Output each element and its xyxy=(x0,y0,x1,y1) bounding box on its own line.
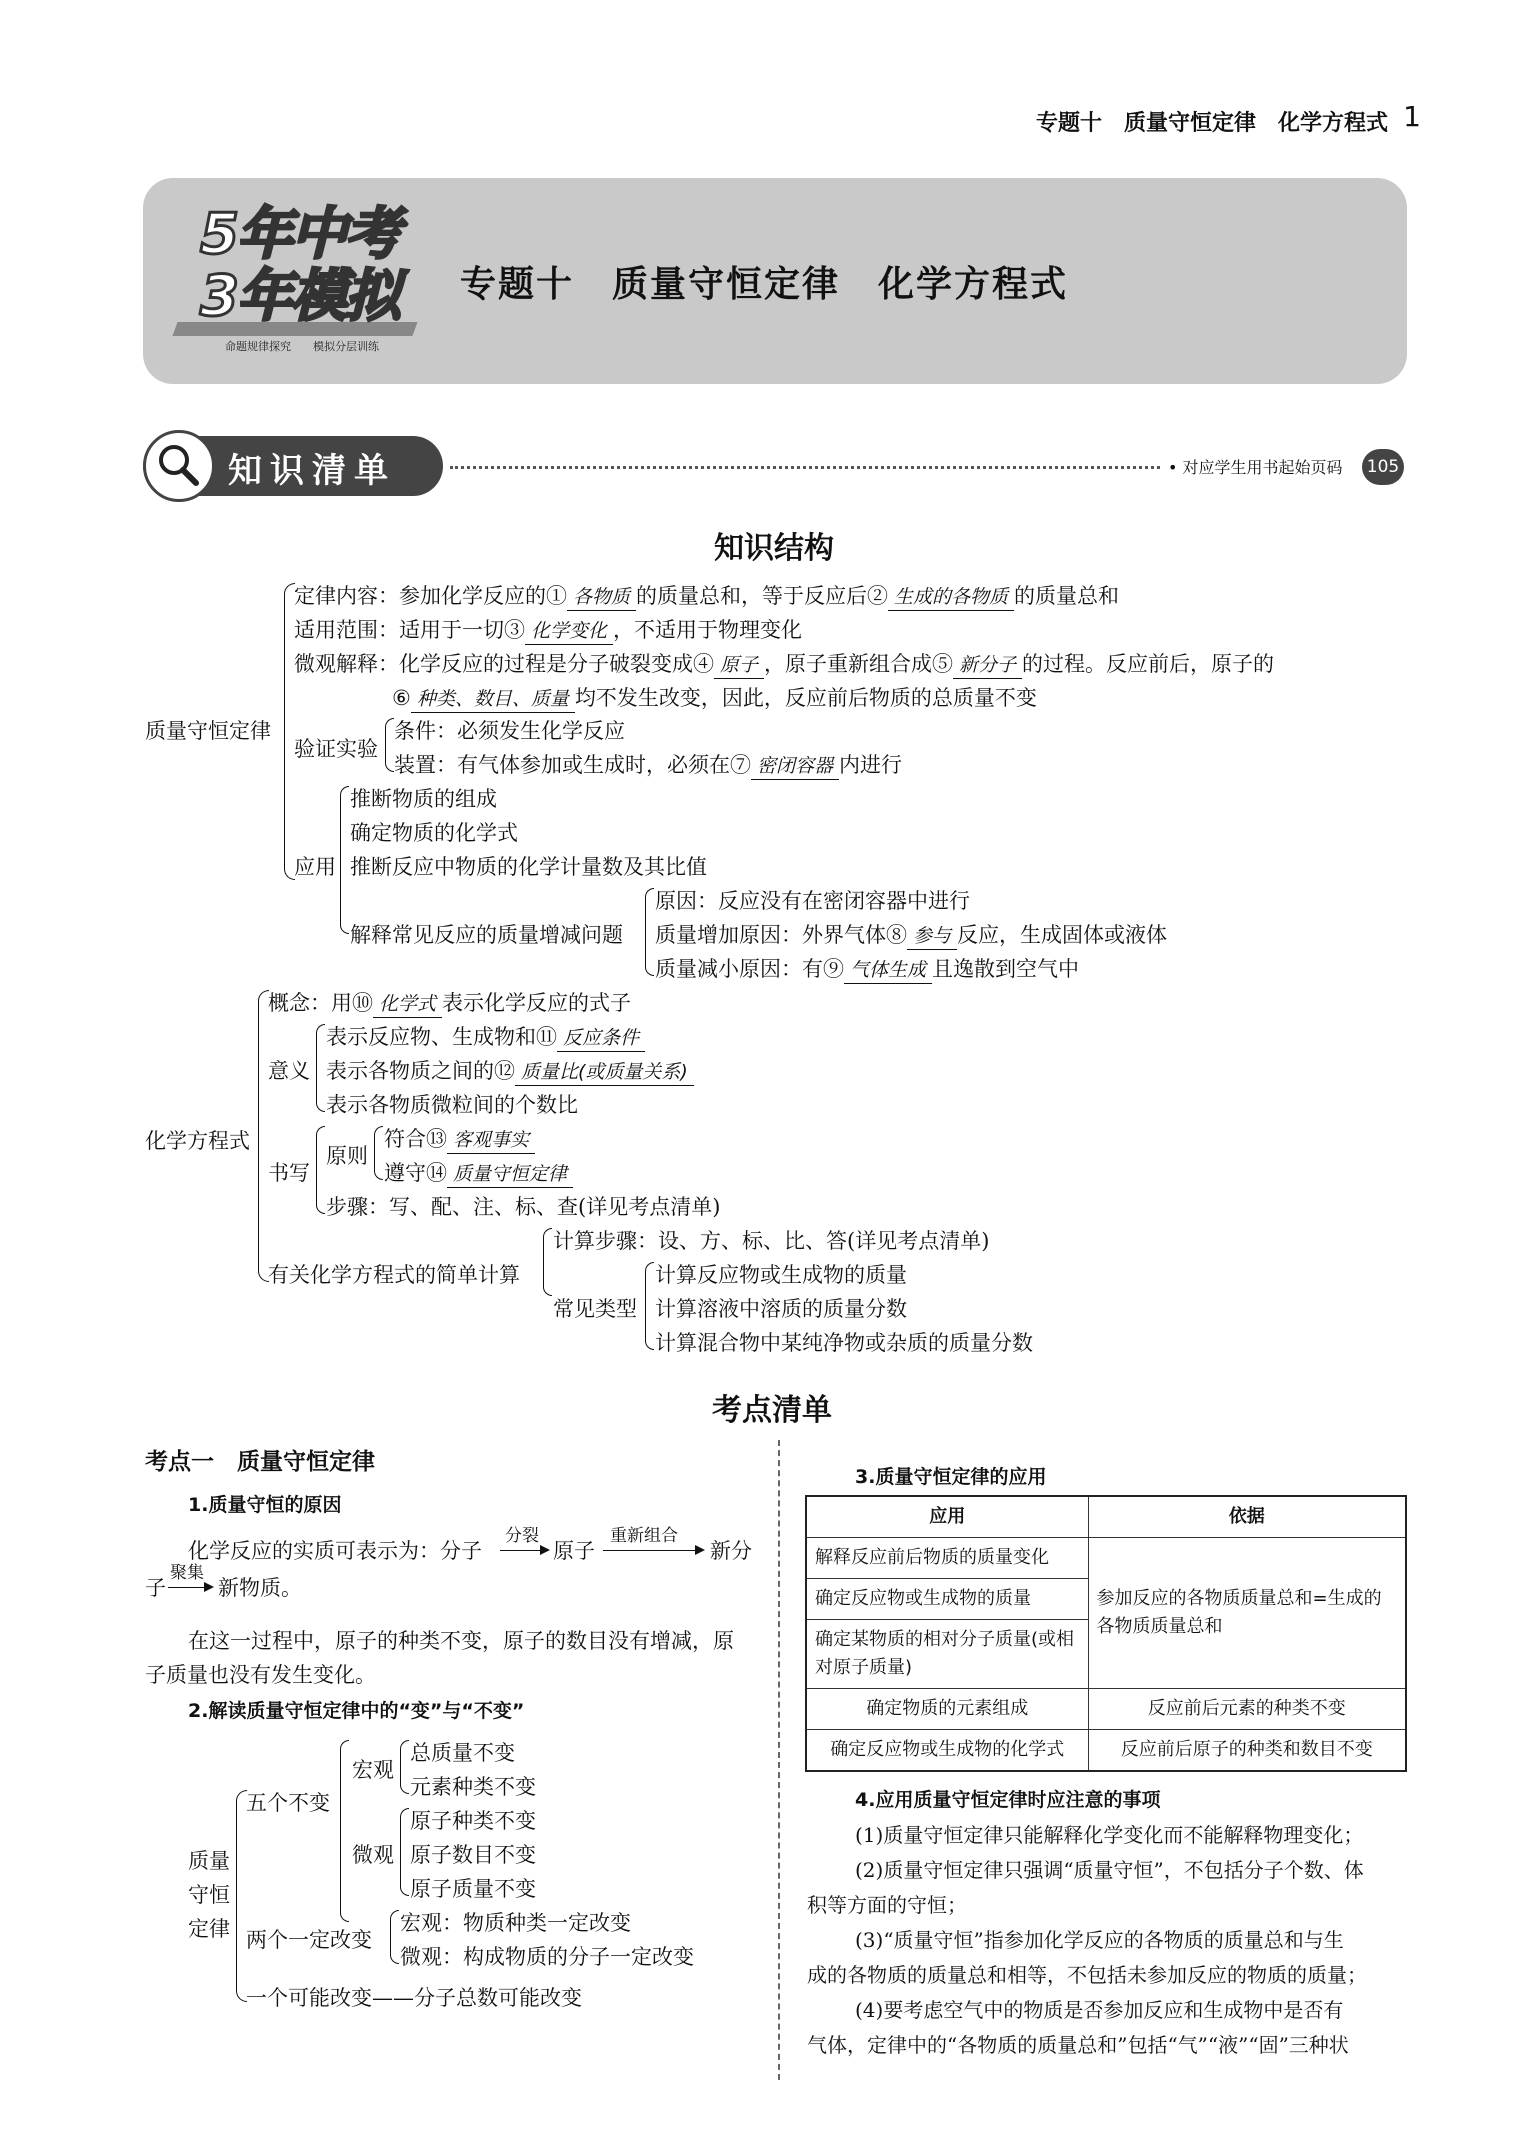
table-cell-apply-3: 确定某物质的相对分子质量(或相对原子质量) xyxy=(806,1620,1088,1689)
magnifier-icon xyxy=(143,430,215,502)
brace-equation xyxy=(258,990,269,1282)
principle-1: 符合⑬ 客观事实 xyxy=(384,1126,535,1154)
brace-two xyxy=(390,1910,399,1964)
macro-1: 总质量不变 xyxy=(410,1741,515,1765)
apply-4: 解释常见反应的质量增减问题 xyxy=(350,923,623,947)
brace-five xyxy=(340,1740,349,1922)
brace-common xyxy=(645,1262,654,1350)
meaning-2: 表示各物质之间的⑫ 质量比(或质量关系) xyxy=(326,1058,694,1086)
table-cell-apply-4: 确定物质的元素组成 xyxy=(806,1689,1088,1730)
equation-concept: 概念：用⑩ 化学式 表示化学反应的式子 xyxy=(268,990,631,1018)
chapter-title: 专题十 质量守恒定律 化学方程式 xyxy=(460,264,1069,305)
application-table xyxy=(805,1495,1407,1772)
table-cell-basis-1: 参加反应的各物质质量总和=生成的各物质质量总和 xyxy=(1088,1538,1406,1689)
subsection-1: 1.质量守恒的原因 xyxy=(188,1494,342,1516)
note-4-line2: 气体，定律中的“各物质的质量总和”包括“气”“液”“固”三种状 xyxy=(807,2033,1349,2057)
brace-meaning xyxy=(316,1024,325,1112)
apply-label: 应用 xyxy=(294,855,336,879)
exam-points-heading: 考点清单 xyxy=(712,1393,832,1428)
answer-6: 种类、数目、质量 xyxy=(411,686,575,713)
answer-8: 参与 xyxy=(907,923,957,950)
table-cell-apply-5: 确定反应物或生成物的化学式 xyxy=(806,1730,1088,1772)
law-scope: 适用范围：适用于一切③ 化学变化 ，不适用于物理变化 xyxy=(294,617,802,645)
column-separator xyxy=(778,1440,780,2080)
logo-line2: 3年模拟 xyxy=(200,264,399,329)
subsection-3: 3.质量守恒定律的应用 xyxy=(855,1466,1047,1488)
brace-change xyxy=(236,1790,247,2002)
macro-label: 宏观 xyxy=(352,1758,394,1782)
arrow3-label: 聚集 xyxy=(170,1563,204,1583)
write-label: 书写 xyxy=(268,1161,310,1185)
note-2-line2: 积等方面的守恒； xyxy=(807,1893,967,1917)
two-changed: 两个一定改变 xyxy=(246,1928,372,1952)
subsection-4: 4.应用质量守恒定律时应注意的事项 xyxy=(855,1789,1161,1811)
common-3: 计算混合物中某纯净物或杂质的质量分数 xyxy=(655,1331,1033,1355)
macro-2: 元素种类不变 xyxy=(410,1775,536,1799)
law-micro: 微观解释：化学反应的过程是分子破裂变成④ 原子 ，原子重新组合成⑤ 新分子 的过程。反应前后，原子的 xyxy=(294,651,1274,679)
book-logo xyxy=(145,190,425,370)
micro-label: 微观 xyxy=(352,1843,394,1867)
reference-text: • 对应学生用书起始页码 xyxy=(1168,458,1343,477)
brace-apply xyxy=(340,786,349,934)
verify-device: 装置：有气体参加或生成时，必须在⑦ 密闭容器 内进行 xyxy=(394,752,902,780)
tree-root-line1: 质量 xyxy=(188,1849,230,1873)
answer-5: 新分子 xyxy=(953,652,1022,679)
answer-13: 客观事实 xyxy=(447,1127,535,1154)
common-types-label: 常见类型 xyxy=(553,1297,637,1321)
verify-label: 验证实验 xyxy=(294,737,378,761)
reason-1: 原因：反应没有在密闭容器中进行 xyxy=(655,889,970,913)
subsection-2: 2.解读质量守恒定律中的“变”与“不变” xyxy=(188,1700,525,1722)
apply-2: 确定物质的化学式 xyxy=(350,821,518,845)
micro-2: 原子数目不变 xyxy=(410,1843,536,1867)
meaning-label: 意义 xyxy=(268,1059,310,1083)
common-1: 计算反应物或生成物的质量 xyxy=(655,1263,907,1287)
tree-root-equation: 化学方程式 xyxy=(145,1129,250,1153)
one-maybe: 一个可能改变——分子总数可能改变 xyxy=(246,1986,582,2010)
tree-root-line2: 守恒 xyxy=(188,1883,230,1907)
micro-3: 原子质量不变 xyxy=(410,1877,536,1901)
p1-text-a: 化学反应的实质可表示为：分子 xyxy=(188,1539,482,1563)
section-label: 知识清单 xyxy=(228,451,396,491)
point1-title: 考点一 质量守恒定律 xyxy=(145,1449,375,1475)
brace-reasons xyxy=(645,888,654,976)
law-micro-2: ⑥ 种类、数目、质量 均不发生改变，因此，反应前后物质的总质量不变 xyxy=(392,685,1037,713)
table-cell-basis-5: 反应前后原子的种类和数目不变 xyxy=(1088,1730,1406,1772)
table-cell-basis-4: 反应前后元素的种类不变 xyxy=(1088,1689,1406,1730)
table-header-basis: 依据 xyxy=(1088,1496,1406,1538)
table-cell-apply-1: 解释反应前后物质的质量变化 xyxy=(806,1538,1088,1579)
answer-4: 原子 xyxy=(714,652,764,679)
reference-page: 105 xyxy=(1362,449,1404,485)
p1-text-e: 新物质。 xyxy=(218,1576,302,1600)
law-content: 定律内容：参加化学反应的① 各物质 的质量总和，等于反应后② 生成的各物质 的质量总和 xyxy=(294,583,1119,611)
answer-12: 质量比(或质量关系) xyxy=(515,1059,694,1086)
meaning-1: 表示反应物、生成物和⑪ 反应条件 xyxy=(326,1024,645,1052)
note-3-line1: (3)“质量守恒”指参加化学反应的各物质的质量总和与生 xyxy=(855,1928,1344,1952)
principle-2: 遵守⑭ 质量守恒定律 xyxy=(384,1160,573,1188)
brace-calc xyxy=(543,1228,552,1296)
p1-text-b: 原子 xyxy=(553,1539,595,1563)
tree-root-law: 质量守恒定律 xyxy=(145,719,271,743)
brace-principle xyxy=(374,1126,383,1180)
arrow3-icon xyxy=(168,1587,212,1588)
answer-7: 密闭容器 xyxy=(751,753,839,780)
brace-write xyxy=(316,1126,325,1214)
brace-macro xyxy=(400,1740,409,1794)
answer-11: 反应条件 xyxy=(557,1025,645,1052)
brace-verify xyxy=(385,718,394,772)
tree-root-line3: 定律 xyxy=(188,1917,230,1941)
verify-condition: 条件：必须发生化学反应 xyxy=(394,719,625,743)
two-2: 微观：构成物质的分子一定改变 xyxy=(400,1945,694,1969)
answer-14: 质量守恒定律 xyxy=(447,1161,573,1188)
table-cell-apply-2: 确定反应物或生成物的质量 xyxy=(806,1579,1088,1620)
logo-line1: 5年中考 xyxy=(200,202,399,267)
write-steps: 步骤：写、配、注、标、查(详见考点清单) xyxy=(326,1195,721,1219)
calc-label: 有关化学方程式的简单计算 xyxy=(268,1263,520,1287)
knowledge-structure-heading: 知识结构 xyxy=(714,531,834,566)
principle-label: 原则 xyxy=(326,1144,368,1168)
reason-2: 质量增加原因：外界气体⑧ 参与 反应，生成固体或液体 xyxy=(655,922,1167,950)
note-4-line1: (4)要考虑空气中的物质是否参加反应和生成物中是否有 xyxy=(855,1998,1344,2022)
table-header-apply: 应用 xyxy=(806,1496,1088,1538)
arrow1-icon xyxy=(500,1550,548,1551)
note-1: (1)质量守恒定律只能解释化学变化而不能解释物理变化； xyxy=(855,1823,1364,1847)
p2-line2: 子质量也没有发生变化。 xyxy=(145,1663,376,1687)
running-header-title: 专题十 质量守恒定律 化学方程式 xyxy=(1035,111,1388,136)
brace-micro xyxy=(400,1808,409,1896)
p1-text-d: 子 xyxy=(145,1576,166,1600)
answer-10: 化学式 xyxy=(373,991,442,1018)
apply-3: 推断反应中物质的化学计量数及其比值 xyxy=(350,855,707,879)
answer-1: 各物质 xyxy=(567,584,636,611)
meaning-3: 表示各物质微粒间的个数比 xyxy=(326,1093,578,1117)
note-2-line1: (2)质量守恒定律只强调“质量守恒”，不包括分子个数、体 xyxy=(855,1858,1364,1882)
micro-1: 原子种类不变 xyxy=(410,1809,536,1833)
answer-9: 气体生成 xyxy=(844,957,932,984)
dotted-leader xyxy=(450,466,1160,469)
five-unchanged: 五个不变 xyxy=(246,1791,330,1815)
two-1: 宏观：物质种类一定改变 xyxy=(400,1911,631,1935)
p1-text-c: 新分 xyxy=(710,1539,752,1563)
arrow1-label: 分裂 xyxy=(505,1526,539,1546)
calc-steps: 计算步骤：设、方、标、比、答(详见考点清单) xyxy=(553,1229,990,1253)
common-2: 计算溶液中溶质的质量分数 xyxy=(655,1297,907,1321)
p2-line1: 在这一过程中，原子的种类不变，原子的数目没有增减，原 xyxy=(188,1629,734,1653)
reason-3: 质量减小原因：有⑨ 气体生成 且逸散到空气中 xyxy=(655,956,1079,984)
answer-3: 化学变化 xyxy=(525,618,613,645)
arrow2-label: 重新组合 xyxy=(610,1526,678,1546)
logo-tag: 命题规律探究 模拟分层训练 xyxy=(225,340,379,353)
page-number: 1 xyxy=(1403,100,1421,133)
apply-1: 推断物质的组成 xyxy=(350,787,497,811)
arrow2-icon xyxy=(603,1550,703,1551)
note-3-line2: 成的各物质的质量总和相等，不包括未参加反应的物质的质量； xyxy=(807,1963,1367,1987)
answer-2: 生成的各物质 xyxy=(888,584,1014,611)
